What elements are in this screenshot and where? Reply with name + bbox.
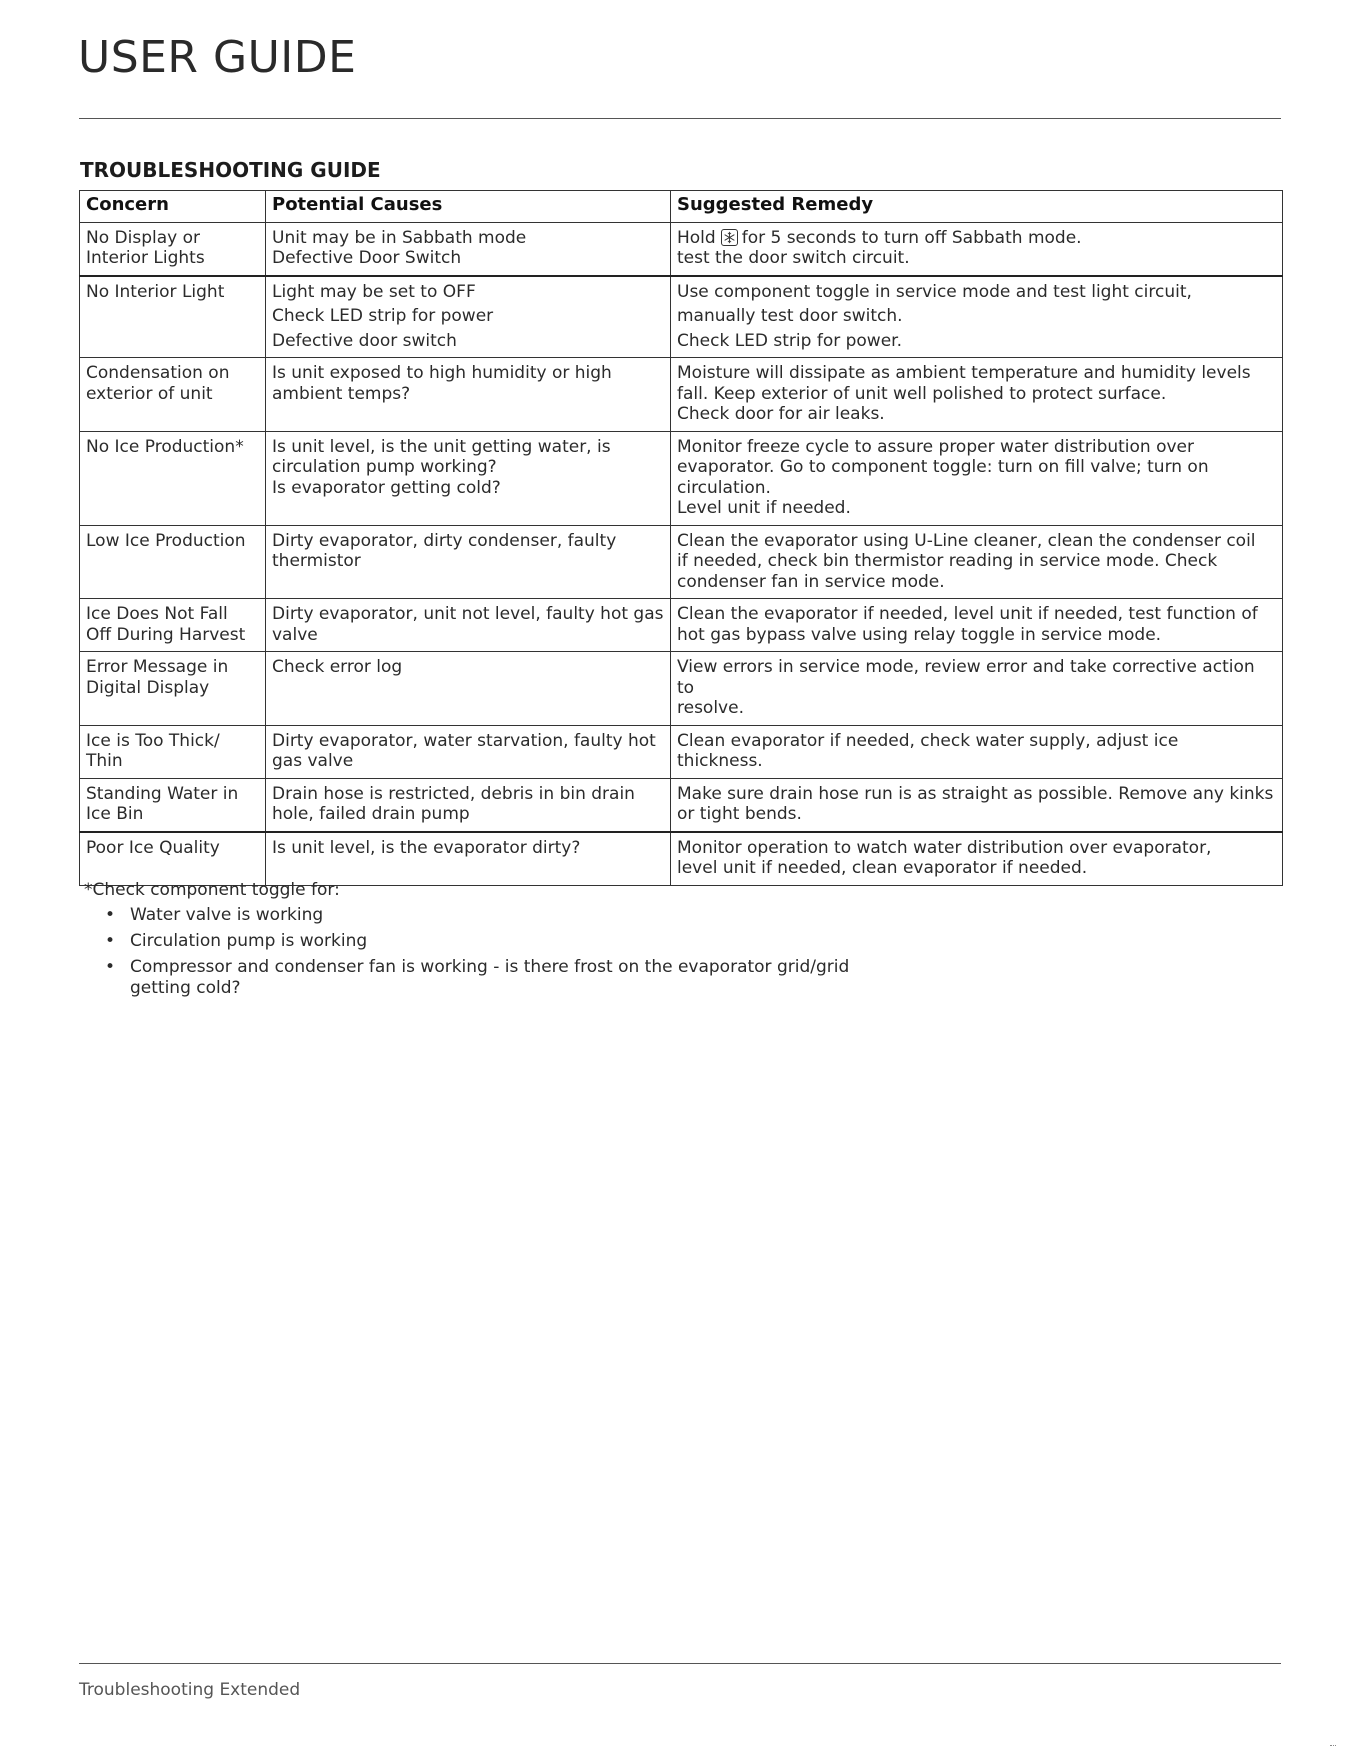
cell-remedy [671, 725, 1283, 778]
cell-text-line: Dirty evaporator, water starvation, faulty hot [272, 730, 656, 751]
cell-remedy [671, 358, 1283, 432]
cell-text-line: circulation. [677, 477, 771, 498]
column-header-concern: Concern [80, 191, 266, 223]
cell-text-line: Standing Water in [86, 783, 239, 804]
cell-concern [80, 725, 266, 778]
cell-remedy [671, 276, 1283, 358]
cell-text-line: Clean the evaporator if needed, level unit if needed, test function of [677, 604, 1258, 624]
sabbath-snowflake-icon [721, 229, 738, 246]
list-item [105, 931, 984, 952]
table-row [80, 599, 1283, 652]
cell-text-line: fall. Keep exterior of unit well polished to protect surface. [677, 383, 1167, 404]
cell-text-line: Ice Bin [86, 804, 144, 824]
footer-divider [79, 1663, 1281, 1664]
table-row [80, 778, 1283, 832]
cell-text-line: Dirty evaporator, dirty condenser, faulty [272, 530, 617, 551]
cell-concern [80, 358, 266, 432]
remedy-suffix: for 5 seconds to turn off Sabbath mode. [741, 227, 1082, 248]
footnote-block [84, 880, 984, 1004]
list-item-text: Compressor and condenser fan is working - is there frost on the evaporator grid/grid [130, 957, 850, 977]
cell-text-line: exterior of unit [86, 383, 213, 404]
page-title: USER GUIDE [78, 32, 357, 83]
cell-causes [266, 358, 671, 432]
cell-text-line: hot gas bypass valve using relay toggle in service mode. [677, 624, 1162, 645]
cell-text-line: Off During Harvest [86, 624, 246, 645]
cell-causes [266, 599, 671, 652]
cell-text-line: circulation pump working? [272, 457, 497, 477]
cell-text-line: resolve. [677, 698, 744, 718]
cell-concern [80, 832, 266, 886]
cell-causes [266, 222, 671, 276]
cell-text-line: Is unit level, is the unit getting water, is [272, 436, 611, 457]
list-item-text: Circulation pump is working [130, 931, 368, 951]
cell-text-line: No Interior Light [86, 281, 225, 302]
cell-text-line: Ice Does Not Fall [86, 604, 228, 624]
page-corner-mark [1330, 1745, 1336, 1748]
cell-causes [266, 431, 671, 525]
cell-concern [80, 652, 266, 726]
cell-text-line: ambient temps? [272, 383, 411, 404]
cell-text-line: Ice is Too Thick/ [86, 730, 220, 751]
cell-text-line: Defective Door Switch [272, 248, 462, 268]
bullet-icon: • [105, 905, 116, 925]
cell-text-line: Check door for air leaks. [677, 404, 885, 424]
cell-causes [266, 652, 671, 726]
cell-text-line: manually test door switch. [677, 306, 903, 326]
header-divider [79, 118, 1281, 119]
cell-text-line: Error Message in [86, 657, 229, 677]
cell-text-line: No Display or [86, 227, 200, 248]
cell-remedy [671, 431, 1283, 525]
cell-text-line: Poor Ice Quality [86, 837, 220, 858]
table-row [80, 222, 1283, 276]
cell-concern [80, 276, 266, 358]
cell-text-line: Clean the evaporator using U-Line cleaner, clean the condenser coil [677, 530, 1256, 551]
cell-text-line: Check LED strip for power. [677, 330, 903, 351]
troubleshooting-table [79, 190, 1283, 886]
cell-text-line: Moisture will dissipate as ambient temperature and humidity levels [677, 363, 1251, 383]
cell-text-line: Check LED strip for power [272, 306, 494, 326]
table-row [80, 276, 1283, 358]
table-row [80, 652, 1283, 726]
cell-text-line: Low Ice Production [86, 530, 246, 551]
cell-text-line: evaporator. Go to component toggle: turn on fill valve; turn on [677, 457, 1209, 477]
bullet-icon: • [105, 931, 116, 951]
cell-text-line: test the door switch circuit. [677, 248, 910, 268]
cell-text-line: Condensation on [86, 363, 230, 383]
cell-remedy [671, 652, 1283, 726]
table-header-row [80, 191, 1283, 223]
cell-text-line: No Ice Production* [86, 436, 244, 457]
cell-concern [80, 431, 266, 525]
cell-text-line: or tight bends. [677, 804, 802, 824]
cell-causes [266, 276, 671, 358]
cell-causes [266, 832, 671, 886]
table-row [80, 525, 1283, 599]
cell-text-line: thermistor [272, 551, 361, 571]
cell-text-line: gas valve [272, 751, 354, 771]
cell-text-line: Unit may be in Sabbath mode [272, 227, 527, 248]
cell-text-line: Dirty evaporator, unit not level, faulty hot gas [272, 604, 664, 624]
cell-text-line: thickness. [677, 751, 763, 771]
list-item-text: Water valve is working [130, 905, 324, 925]
table-row [80, 725, 1283, 778]
cell-text-line: Monitor operation to watch water distribution over evaporator, [677, 837, 1212, 858]
cell-concern [80, 222, 266, 276]
table-row [80, 832, 1283, 886]
cell-text-line: Is unit level, is the evaporator dirty? [272, 837, 581, 858]
cell-text-line: Check error log [272, 657, 403, 677]
cell-text-line: Monitor freeze cycle to assure proper water distribution over [677, 436, 1195, 457]
cell-text-line: Is evaporator getting cold? [272, 477, 501, 498]
cell-causes [266, 778, 671, 832]
cell-text-line: Level unit if needed. [677, 498, 851, 518]
footer-section-label: Troubleshooting Extended [79, 1680, 301, 1700]
cell-text-line: Drain hose is restricted, debris in bin drain [272, 783, 635, 804]
cell-text-line: Digital Display [86, 677, 210, 698]
cell-text-line: level unit if needed, clean evaporator if needed. [677, 858, 1088, 878]
cell-remedy [671, 525, 1283, 599]
cell-text-line: hole, failed drain pump [272, 804, 470, 824]
cell-text-line: Make sure drain hose run is as straight as possible. Remove any kinks [677, 783, 1274, 804]
cell-text-line: condenser fan in service mode. [677, 571, 945, 592]
table-row [80, 358, 1283, 432]
cell-concern [80, 525, 266, 599]
table-body [80, 222, 1283, 885]
cell-remedy [671, 599, 1283, 652]
section-title: TROUBLESHOOTING GUIDE [80, 158, 381, 182]
cell-text-line: Use component toggle in service mode and test light circuit, [677, 281, 1192, 302]
cell-text-line: Thin [86, 751, 123, 771]
cell-text-line: Is unit exposed to high humidity or high [272, 363, 612, 383]
cell-text-line [677, 228, 1276, 249]
cell-remedy [671, 222, 1283, 276]
list-item [105, 905, 984, 926]
cell-text-line: View errors in service mode, review error and take corrective action to [677, 657, 1255, 698]
list-item [105, 957, 984, 999]
cell-remedy [671, 778, 1283, 832]
bullet-icon: • [105, 957, 116, 977]
footnote-intro: *Check component toggle for: [84, 880, 340, 900]
cell-text-line: Defective door switch [272, 330, 457, 351]
cell-text-line: if needed, check bin thermistor reading in service mode. Check [677, 551, 1218, 571]
column-header-causes: Potential Causes [266, 191, 671, 223]
cell-causes [266, 725, 671, 778]
cell-text-line: valve [272, 624, 318, 645]
column-header-remedy: Suggested Remedy [671, 191, 1283, 223]
list-item-text: getting cold? [130, 978, 241, 998]
table-row [80, 431, 1283, 525]
cell-concern [80, 599, 266, 652]
cell-concern [80, 778, 266, 832]
cell-text-line: Clean evaporator if needed, check water supply, adjust ice [677, 730, 1179, 751]
cell-remedy [671, 832, 1283, 886]
cell-text-line: Light may be set to OFF [272, 281, 476, 302]
remedy-prefix: Hold [677, 227, 716, 248]
cell-causes [266, 525, 671, 599]
footnote-list [84, 905, 984, 999]
cell-text-line: Interior Lights [86, 248, 205, 268]
